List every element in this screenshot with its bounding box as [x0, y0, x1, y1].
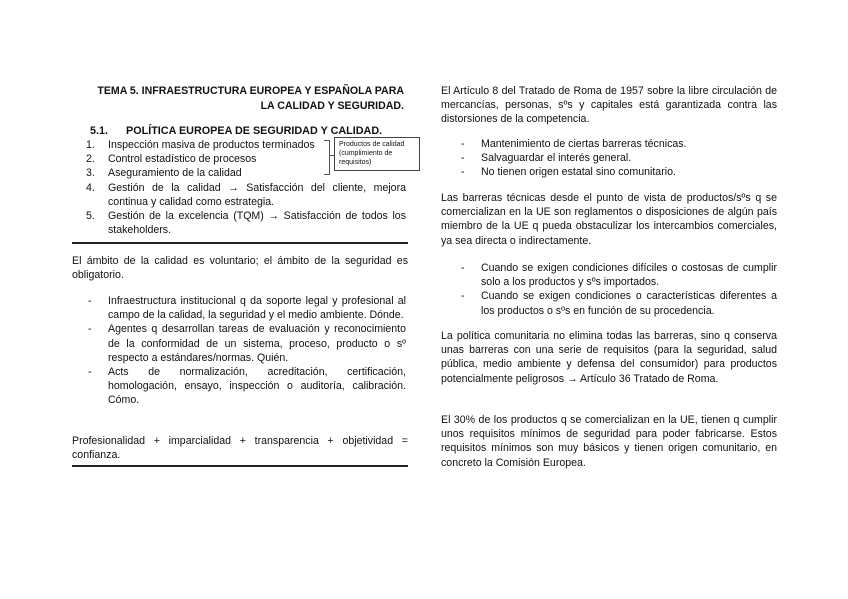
section-number: 5.1. [90, 125, 109, 137]
formula-text: Profesionalidad + imparcialidad + transparencia + objetividad = confianza. [72, 435, 408, 462]
item-text: No tienen origen estatal sino comunitario. [481, 166, 676, 179]
item-number: 5. [86, 210, 95, 223]
item-number: 3. [86, 167, 95, 180]
list-item: - Cuando se exigen condiciones difíciles o costosas de cumplir solo a los productos y sºs importados. [461, 262, 777, 289]
list-item: - Salvaguardar el interés general. [461, 152, 632, 165]
list-item [86, 209, 406, 237]
list-item: - Acts de normalización, acreditación, certificación, homologación, ensayo, inspección o auditoría, calibración. Cómo. [88, 366, 406, 407]
paragraph: El Artículo 8 del Tratado de Roma de 1957 sobre la libre circulación de mercancías, personas, sºs y capitales está garantizada contra las distorsiones de la competencia. [441, 85, 777, 126]
item-text: Infraestructura institucional q da soporte legal y profesional al campo de la calidad, la seguridad y el medio ambiente. Dónde. [108, 295, 406, 322]
divider [72, 465, 408, 467]
item-number: 4. [86, 181, 95, 194]
list-item [86, 181, 406, 209]
item-text: Aseguramiento de la calidad [108, 167, 242, 180]
list-item: - Infraestructura institucional q da soporte legal y profesional al campo de la calidad, la seguridad y el medio ambiente. Dónde. [88, 295, 406, 322]
title-line-1: TEMA 5. INFRAESTRUCTURA EUROPEA Y ESPAÑOLA PARA [97, 85, 404, 97]
list-item: - Cuando se exigen condiciones o características diferentes a los productos o sºs en función de su procedencia. [461, 290, 777, 317]
bullet-list [88, 294, 406, 408]
paragraph: Las barreras técnicas desde el punto de vista de productos/sºs q se comercializan en la UE son reglamentos o disposiciones de algún país miembro de la UE q pueda obstaculizar los intercambios comerciales, ya sea directa o indirectamente. [441, 192, 777, 247]
paragraph: La política comunitaria no elimina todas las barreras, sino q conserva unas barreras con una serie de requisitos (para la seguridad, salud pública, medio ambiente y defensa del consumidor) para productos potencialmente peligrosos → Artículo 36 Tratado de Roma. [441, 330, 777, 385]
list-item: - No tienen origen estatal sino comunitario. [461, 166, 676, 179]
item-text: Acts de normalización, acreditación, certificación, homologación, ensayo, inspección o auditoría, calibración. Cómo. [108, 366, 406, 407]
item-text: Gestión de la calidad → Satisfacción del cliente, mejora continua y calidad como estrategia. [108, 181, 406, 208]
divider [72, 242, 408, 244]
item-text: Inspección masiva de productos terminados [108, 139, 315, 151]
bullet-list [461, 261, 777, 318]
item-number: 1. [86, 139, 95, 151]
item-text: Cuando se exigen condiciones difíciles o costosas de cumplir solo a los productos y sºs importados. [481, 262, 777, 289]
item-text: Gestión de la excelencia (TQM) → Satisfacción de todos los stakeholders. [108, 210, 406, 237]
item-number: 2. [86, 153, 95, 166]
item-text: Salvaguardar el interés general. [481, 152, 632, 165]
item-text: Agentes q desarrollan tareas de evaluación y reconocimiento de la conformidad de un sistema, proceso, producto o sº respecto a estándares/normas. Quién. [108, 323, 406, 364]
paragraph: El 30% de los productos q se comercializan en la UE, tienen q cumplir unos requisitos mínimos de seguridad para poder fabricarse. Estos requisitos mínimos son muy básicos y tienen origen comunitario, en concreto la Comisión Europea. [441, 414, 777, 469]
list-item: - Agentes q desarrollan tareas de evaluación y reconocimiento de la conformidad de un sistema, proceso, producto o sº respecto a estándares/normas. Quién. [88, 323, 406, 364]
item-text: Mantenimiento de ciertas barreras técnicas. [481, 138, 687, 150]
item-text: Control estadístico de procesos [108, 153, 257, 166]
callout-box: Productos de calidad (cumplimiento de requisitos) [334, 137, 420, 171]
bullet-list [461, 137, 777, 180]
section-title: POLÍTICA EUROPEA DE SEGURIDAD Y CALIDAD. [126, 125, 383, 137]
document-title [80, 84, 404, 113]
bracket-connector [324, 140, 330, 175]
paragraph: El ámbito de la calidad es voluntario; el ámbito de la seguridad es obligatorio. [72, 255, 408, 282]
list-item: - Mantenimiento de ciertas barreras técnicas. [461, 138, 687, 150]
item-text: Cuando se exigen condiciones o características diferentes a los productos o sºs en función de su procedencia. [481, 290, 777, 317]
title-line-2: LA CALIDAD Y SEGURIDAD. [260, 99, 404, 112]
